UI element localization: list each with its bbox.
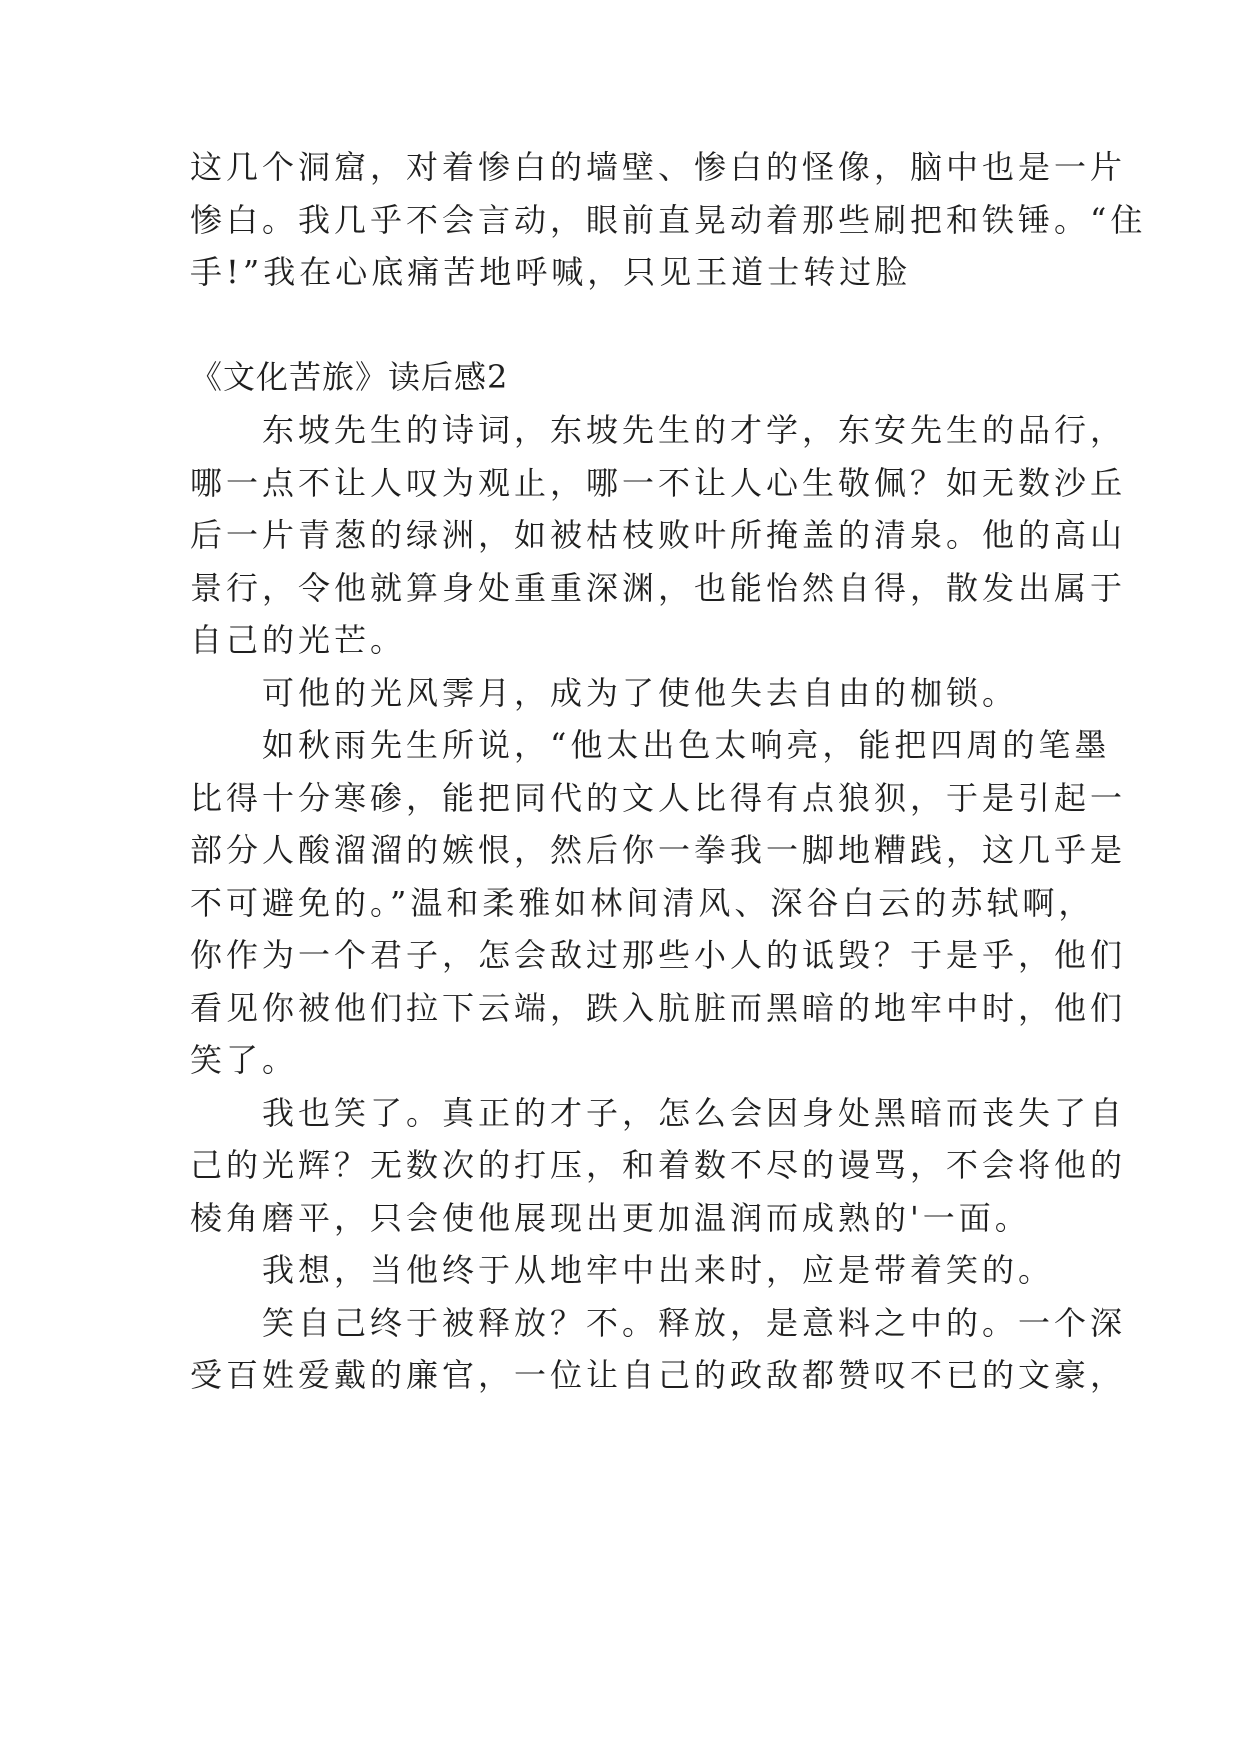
paragraph-line: 我想，当他终于从地牢中出来时，应是带着笑的。: [190, 1251, 1055, 1289]
paragraph-line: 东坡先生的诗词，东坡先生的才学，东安先生的品行，: [190, 411, 1127, 449]
paragraph-line: 我也笑了。真正的才子，怎么会因身处黑暗而丧失了自: [190, 1094, 1127, 1132]
paragraph-line: 景行，令他就算身处重重深渊，也能怡然自得，散发出属于: [190, 569, 1127, 607]
paragraph-line: 不可避免的。”温和柔雅如林间清风、深谷白云的苏轼啊，: [190, 884, 1095, 922]
paragraph-line: 自己的光芒。: [190, 621, 407, 659]
paragraph-line: 棱角磨平，只会使他展现出更加温润而成熟的'一面。: [190, 1199, 1031, 1237]
paragraph-line: 哪一点不让人叹为观止，哪一不让人心生敬佩？如无数沙丘: [190, 464, 1127, 502]
paragraph-line: 比得十分寒碜，能把同代的文人比得有点狼狈，于是引起一: [190, 779, 1127, 817]
paragraph-line: 笑了。: [190, 1041, 299, 1079]
paragraph-line: 看见你被他们拉下云端，跌入肮脏而黑暗的地牢中时，他们: [190, 989, 1127, 1027]
paragraph-line: 如秋雨先生所说，“他太出色太响亮，能把四周的笔墨: [190, 726, 1111, 764]
paragraph-line: 惨白。我几乎不会言动，眼前直晃动着那些刷把和铁锤。“住: [190, 201, 1147, 239]
paragraph-line: 这几个洞窟，对着惨白的墙壁、惨白的怪像，脑中也是一片: [190, 148, 1127, 186]
paragraph-line: 己的光辉？无数次的打压，和着数不尽的谩骂，不会将他的: [190, 1146, 1127, 1184]
paragraph-line: 笑自己终于被释放？不。释放，是意料之中的。一个深: [190, 1304, 1127, 1342]
paragraph-line: 可他的光风霁月，成为了使他失去自由的枷锁。: [190, 674, 1019, 712]
paragraph-line: 后一片青葱的绿洲，如被枯枝败叶所掩盖的清泉。他的高山: [190, 516, 1127, 554]
paragraph-line: 你作为一个君子，怎会敌过那些小人的诋毁？于是乎，他们: [190, 936, 1127, 974]
section-heading: 《文化苦旅》读后感2: [190, 358, 509, 396]
paragraph-line: 受百姓爱戴的廉官，一位让自己的政敌都赞叹不已的文豪，: [190, 1356, 1127, 1394]
paragraph-line: 手!”我在心底痛苦地呼喊，只见王道士转过脸: [190, 253, 912, 291]
paragraph-line: 部分人酸溜溜的嫉恨，然后你一拳我一脚地糟践，这几乎是: [190, 831, 1127, 869]
